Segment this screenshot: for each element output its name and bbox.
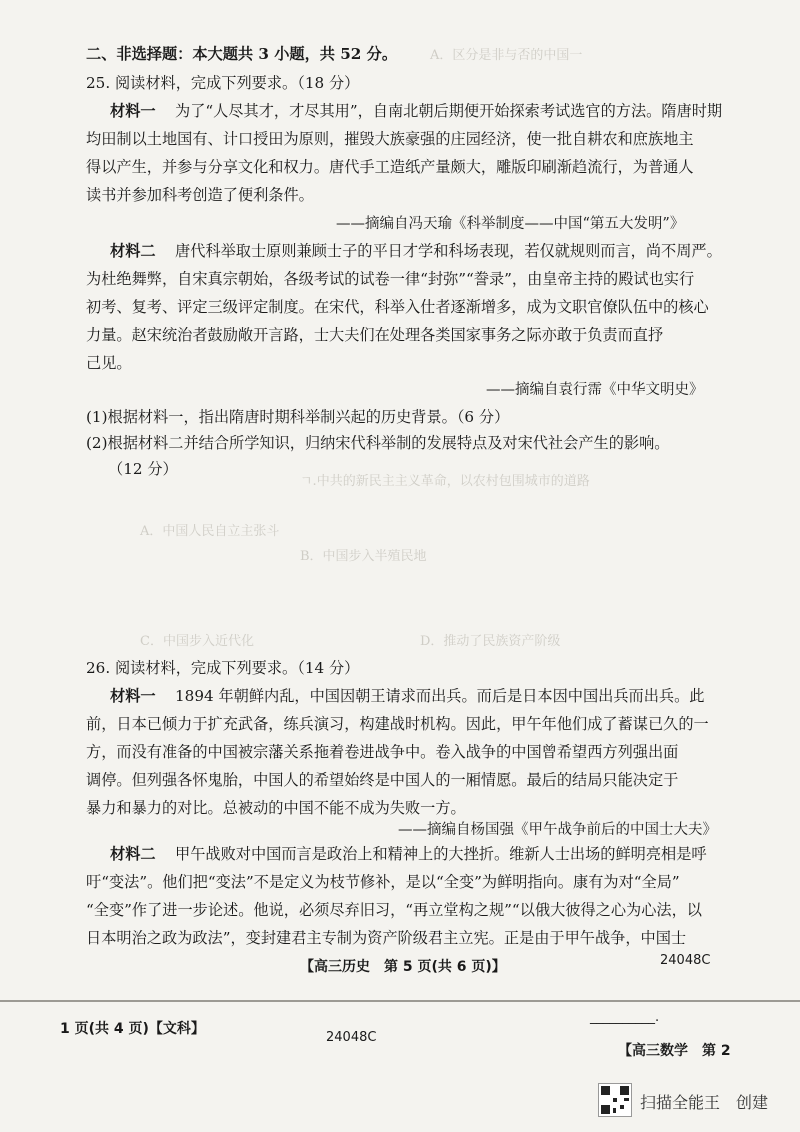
q25-material2-line: 初考、复考、评定三级评定制度。在宋代，科举入仕者逐渐增多，成为文职官僚队伍中的核心	[86, 298, 709, 316]
q25-material2-label: 材料二	[110, 242, 156, 260]
q26-material1-line: 暴力和暴力的对比。总被动的中国不能不成为失败一方。	[86, 799, 466, 817]
q26-title: 26. 阅读材料，完成下列要求。（14 分）	[86, 659, 360, 677]
bleed-through-text: ㄱ.中共的新民主主义革命，以农村包围城市的道路	[300, 474, 590, 489]
bleed-through-text: C．中国步入近代化	[140, 634, 254, 649]
q26-material1-source: ——摘编自杨国强《甲午战争前后的中国士大夫》	[398, 822, 717, 838]
bottom-right-footer: 【高三数学 第 2	[618, 1043, 731, 1059]
bleed-through-text: A．中国人民自立主张斗	[140, 524, 280, 539]
bleed-through-text: B．中国步入半殖民地	[300, 549, 427, 564]
q26-material2-line: 甲午战败对中国而言是政治上和精神上的大挫折。维新人士出场的鲜明亮相是呼	[175, 845, 707, 863]
q26-material1-label: 材料一	[110, 687, 156, 705]
bottom-left-footer: 1 页(共 4 页)【文科】	[60, 1021, 205, 1037]
q25-material1-label: 材料一	[110, 102, 156, 120]
q25-subquestion-1: (1)根据材料一，指出隋唐时期科举制兴起的历史背景。（6 分）	[86, 408, 510, 426]
bleed-through-text: D．推动了民族资产阶级	[420, 634, 561, 649]
page-edge	[0, 1000, 800, 1002]
blank-answer-line: __________.	[590, 1010, 660, 1025]
q25-material1-line: 为了“人尽其才，才尽其用”，自南北朝后期便开始探索考试选官的方法。隋唐时期	[175, 102, 723, 120]
q25-subquestion-2-score: （12 分）	[108, 460, 178, 478]
q26-material2-line: “全变”作了进一步论述。他说，必须尽弃旧习，“再立堂构之规”“以俄大彼得之心为心法，以	[86, 901, 702, 919]
page-footer: 【高三历史 第 5 页(共 6 页)】	[300, 959, 506, 975]
q26-material1-line: 方，而没有准备的中国被宗藩关系拖着卷进战争中。卷入战争的中国曾希望西方列强出面	[86, 743, 679, 761]
q26-material1-line: 调停。但列强各怀鬼胎，中国人的希望始终是中国人的一厢情愿。最后的结局只能决定于	[86, 771, 679, 789]
q26-material1-line: 前，日本已倾力于扩充武备，练兵演习，构建战时机构。因此，甲午年他们成了蓄谋已久的一	[86, 715, 709, 733]
page-code: 24048C	[660, 953, 711, 968]
q25-title: 25. 阅读材料，完成下列要求。（18 分）	[86, 74, 360, 92]
q25-material2-line: 为杜绝舞弊，自宋真宗朝始，各级考试的试卷一律“封弥”“誊录”，由皇帝主持的殿试也实行	[86, 270, 695, 288]
bottom-code: 24048C	[326, 1030, 377, 1045]
q25-material1-line: 均田制以土地国有、计口授田为原则，摧毁大族豪强的庄园经济，使一批自耕农和庶族地主	[86, 130, 694, 148]
q25-material2-line: 己见。	[86, 354, 132, 372]
q25-material2-line: 力量。赵宋统治者鼓励敞开言路，士大夫们在处理各类国家事务之际亦敢于负责而直抒	[86, 326, 664, 344]
q25-material1-line: 得以产生，并参与分享文化和权力。唐代手工造纸产量颇大，雕版印刷渐趋流行，为普通人	[86, 158, 694, 176]
q26-material2-line: 吁“变法”。他们把“变法”不是定义为枝节修补，是以“全变”为鲜明指向。康有为对“全局”	[86, 873, 680, 891]
q26-material2-label: 材料二	[110, 845, 156, 863]
q25-material1-line: 读书并参加科考创造了便利条件。	[86, 186, 314, 204]
section-heading: 二、非选择题：本大题共 3 小题，共 52 分。	[86, 45, 398, 63]
q25-material1-source: ——摘编自冯天瑜《科举制度——中国“第五大发明”》	[336, 216, 685, 232]
q26-material1-line: 1894 年朝鲜内乱，中国因朝王请求而出兵。而后是日本因中国出兵而出兵。此	[175, 687, 705, 705]
q25-material2-line: 唐代科举取士原则兼顾士子的平日才学和科场表现，若仅就规则而言，尚不周严。	[175, 242, 722, 260]
scanner-watermark: 扫描全能王 创建	[640, 1093, 769, 1112]
q25-subquestion-2: (2)根据材料二并结合所学知识，归纳宋代科举制的发展特点及对宋代社会产生的影响。	[86, 434, 670, 452]
bleed-through-text: A．区分是非与否的中国一	[430, 48, 583, 63]
qr-code-icon	[598, 1083, 632, 1117]
q26-material2-line: 日本明治之政为政法”，变封建君主专制为资产阶级君主立宪。正是由于甲午战争，中国士	[86, 929, 687, 947]
q25-material2-source: ——摘编自袁行霈《中华文明史》	[486, 382, 704, 398]
